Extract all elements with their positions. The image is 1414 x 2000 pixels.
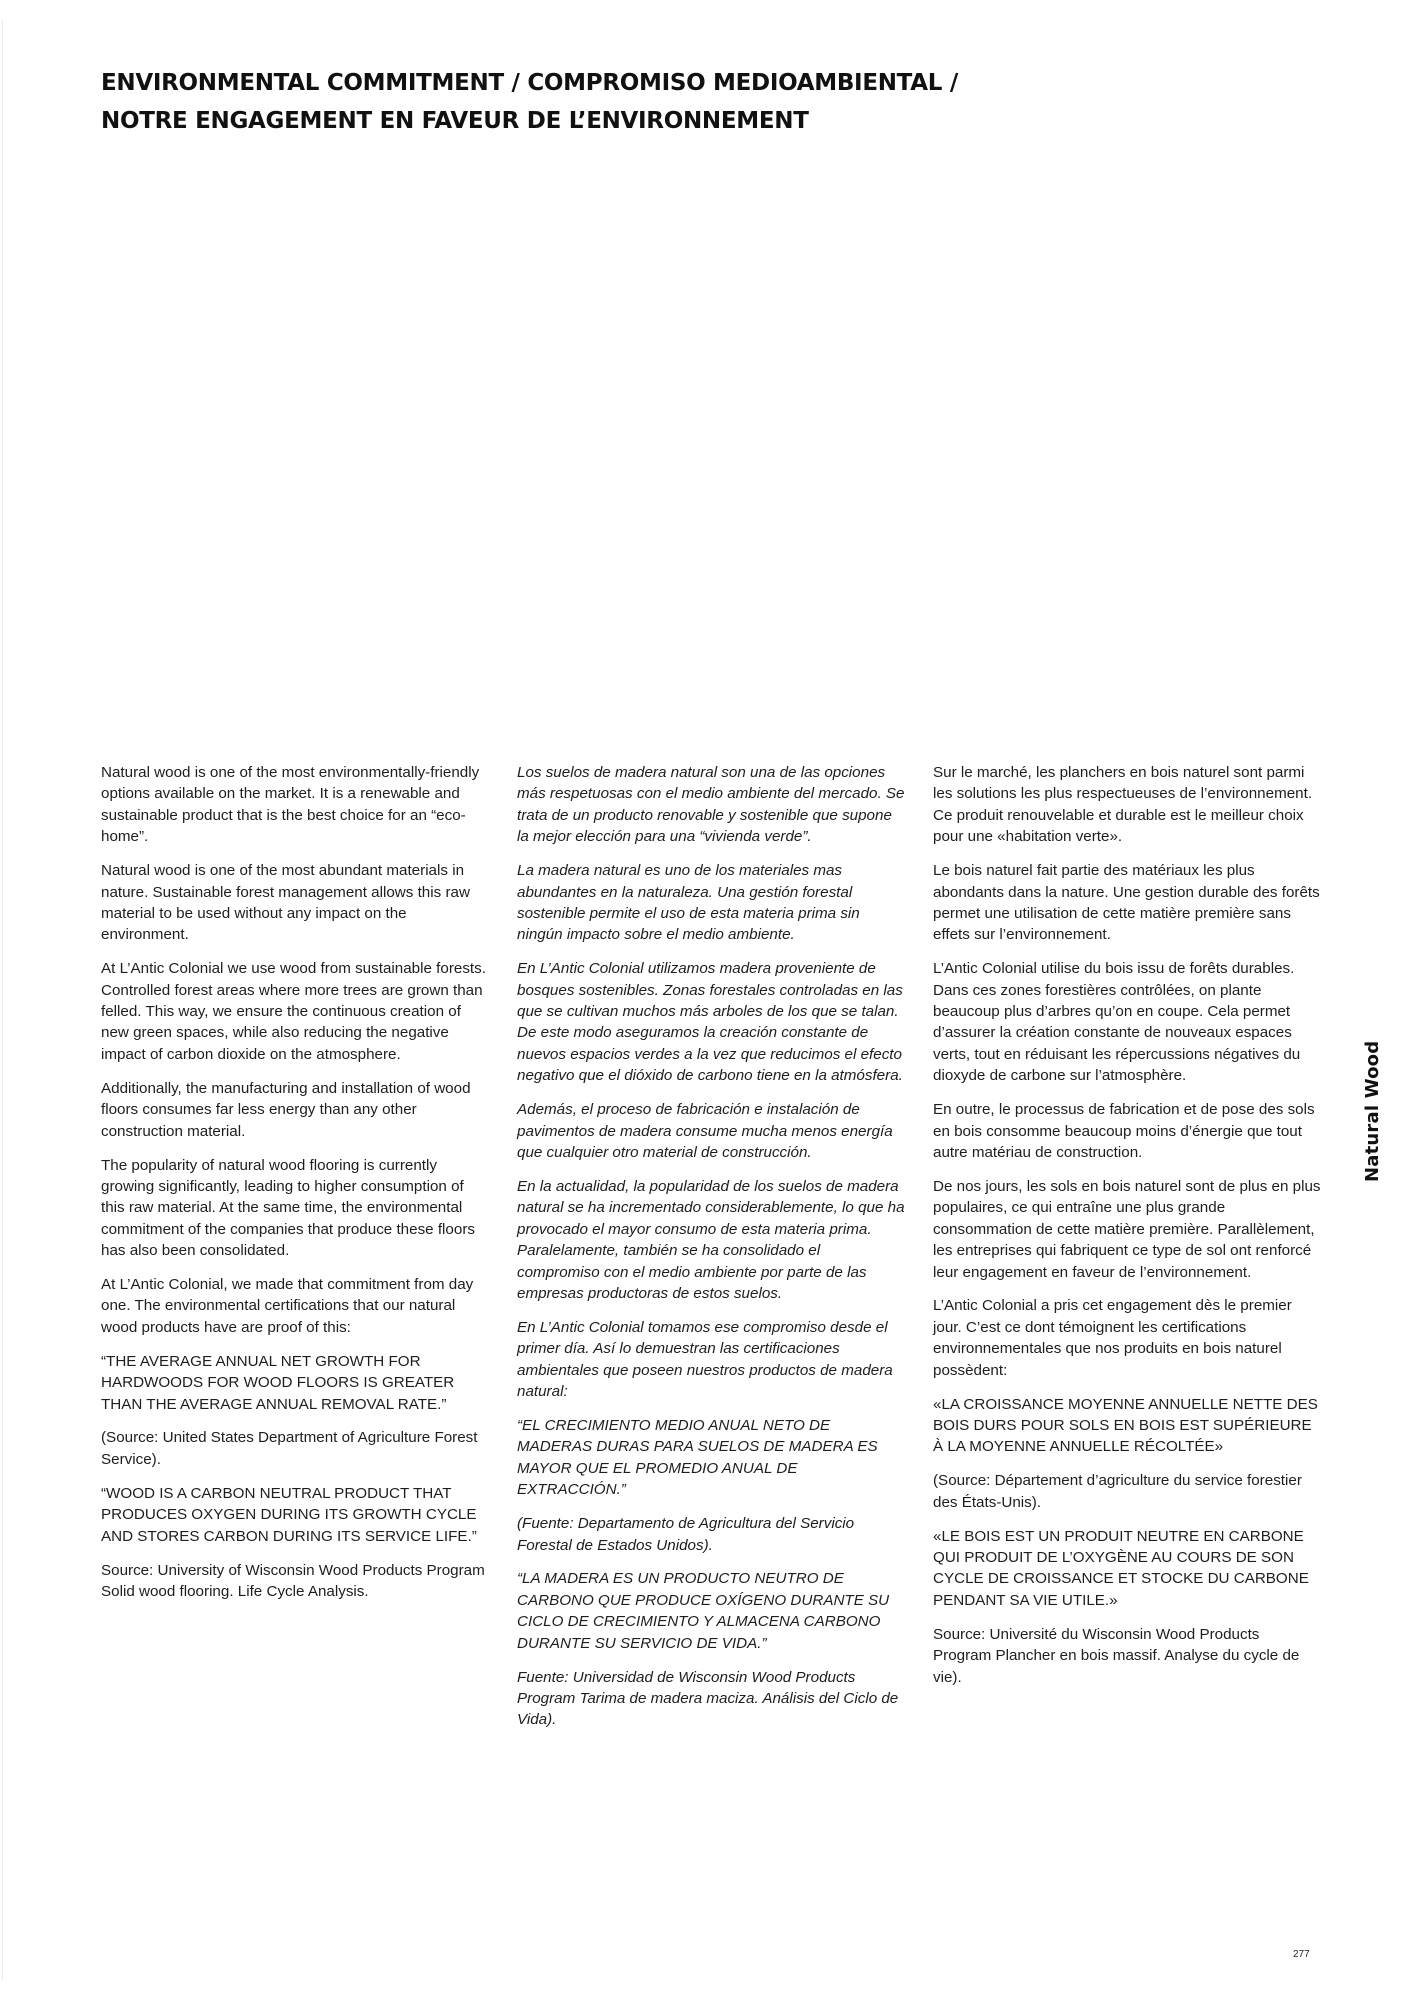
paragraph: Sur le marché, les planchers en bois naturel sont parmi les solutions les plus respectueuses de l’environnement. Ce produit renouvelable et durable est le meilleur choix pour une «habitation verte».: [933, 764, 1313, 846]
section-side-label: Natural Wood: [1362, 1040, 1383, 1182]
source-paragraph: (Fuente: Departamento de Agricultura del Servicio Forestal de Estados Unidos).: [517, 1515, 855, 1554]
paragraph: Los suelos de madera natural son una de las opciones más respetuosas con el medio ambiente del mercado. Se trata de un producto renovable y sostenible que supone la mejor elección para una “vivienda verde”.: [517, 764, 905, 846]
english-column: [101, 762, 489, 1615]
page-title: [101, 64, 1101, 140]
paragraph: En L’Antic Colonial tomamos ese compromiso desde el primer día. Así lo demuestran las certificaciones ambientales que poseen nuestros productos de madera natural:: [517, 1318, 893, 1401]
paragraph: At L’Antic Colonial we use wood from sustainable forests. Controlled forest areas where more trees are grown than felled. This way, we ensure the continuous creation of new green spaces, while also reducing the negative impact of carbon dioxide on the atmosphere.: [101, 960, 486, 1063]
paragraph: Además, el proceso de fabricación e instalación de pavimentos de madera consume mucha menos energía que cualquier otro material de construcción.: [517, 1101, 893, 1161]
paragraph: Additionally, the manufacturing and installation of wood floors consumes far less energy than any other construction material.: [101, 1079, 471, 1140]
paragraph: En outre, le processus de fabrication et de pose des sols en bois consomme beaucoup moins d’énergie que tout autre matériau de construction.: [933, 1101, 1315, 1161]
paragraph: Natural wood is one of the most environmentally-friendly options available on the market. It is a renewable and sustainable product that is the best choice for an “eco-home”.: [101, 764, 480, 846]
paragraph: En L’Antic Colonial utilizamos madera proveniente de bosques sostenibles. Zonas forestales controladas en las que se cultivan muchos más arboles de los que se talan. De este modo aseguramos la creación constante de nuevos espacios verdes a la vez que reducimos el efecto negativo que el dióxido de carbono tiene en la atmósfera.: [517, 960, 903, 1085]
quote-paragraph: «LE BOIS EST UN PRODUIT NEUTRE EN CARBONE QUI PRODUIT DE L’OXYGÈNE AU COURS DE SON CYCLE DE CROISSANCE ET STOCKE DU CARBONE PENDANT SA VIE UTILE.»: [933, 1527, 1309, 1609]
page-number: 277: [1293, 1949, 1310, 1960]
paragraph: L’Antic Colonial utilise du bois issu de forêts durables. Dans ces zones forestières contrôlées, on plante beaucoup plus d’arbres qu’on en coupe. Cela permet d’assurer la création constante de nouveaux espaces verts, tout en réduisant les répercussions négatives du dioxyde de carbone sur l’atmosphère.: [933, 960, 1301, 1085]
quote-paragraph: “THE AVERAGE ANNUAL NET GROWTH FOR HARDWOODS FOR WOOD FLOORS IS GREATER THAN THE AVERAGE ANNUAL REMOVAL RATE.”: [101, 1352, 455, 1413]
french-column: [933, 762, 1321, 1700]
quote-paragraph: «LA CROISSANCE MOYENNE ANNUELLE NETTE DES BOIS DURS POUR SOLS EN BOIS EST SUPÉRIEURE À LA MOYENNE ANNUELLE RÉCOLTÉE»: [933, 1395, 1318, 1456]
paragraph: De nos jours, les sols en bois naturel sont de plus en plus populaires, ce qui entraîne une plus grande consommation de cette matière première. Parallèlement, les entreprises qui fabriquent ce type de sol ont renforcé leur engagement en faveur de l’environnement.: [933, 1177, 1321, 1281]
paragraph: Le bois naturel fait partie des matériaux les plus abondants dans la nature. Une gestion durable des forêts permet une utilisation de cette matière première sans effets sur l’environnement.: [933, 862, 1320, 944]
page-title-line-2: NOTRE ENGAGEMENT EN FAVEUR DE L’ENVIRONNEMENT: [101, 108, 809, 134]
page-edge-line: [2, 20, 3, 1980]
quote-paragraph: “EL CRECIMIENTO MEDIO ANUAL NETO DE MADERAS DURAS PARA SUELOS DE MADERA ES MAYOR QUE EL PROMEDIO ANUAL DE EXTRACCIÓN.”: [517, 1416, 878, 1499]
source-paragraph: (Source: United States Department of Agriculture Forest Service).: [101, 1429, 478, 1468]
paragraph: At L’Antic Colonial, we made that commitment from day one. The environmental certifications that our natural wood products have are proof of this:: [101, 1276, 474, 1336]
paragraph: L’Antic Colonial a pris cet engagement dès le premier jour. C’est ce dont témoignent les certifications environnementales que nos produits en bois naturel possèdent:: [933, 1297, 1292, 1379]
paragraph: La madera natural es uno de los materiales mas abundantes en la naturaleza. Una gestión forestal sostenible permite el uso de esta materia prima sin ningún impacto sobre el medio ambiente.: [517, 862, 860, 944]
paragraph: En la actualidad, la popularidad de los suelos de madera natural se ha incrementado considerablemente, lo que ha provocado el mayor consumo de esta materia prima. Paralelamente, también se ha consolidado el compromiso con el medio ambiente por parte de las empresas productoras de estos suelos.: [517, 1177, 905, 1302]
paragraph: Natural wood is one of the most abundant materials in nature. Sustainable forest management allows this raw material to be used without any impact on the environment.: [101, 862, 470, 944]
paragraph: The popularity of natural wood flooring is currently growing significantly, leading to higher consumption of this raw material. At the same time, the environmental commitment of the companies that produce these floors has also been consolidated.: [101, 1156, 475, 1260]
spanish-column: [517, 762, 905, 1743]
source-paragraph: Source: University of Wisconsin Wood Products Program Solid wood flooring. Life Cycle Analysis.: [101, 1561, 485, 1600]
source-paragraph: (Source: Département d’agriculture du service forestier des États-Unis).: [933, 1472, 1302, 1511]
source-paragraph: Fuente: Universidad de Wisconsin Wood Products Program Tarima de madera maciza. Análisis del Ciclo de Vida).: [517, 1668, 899, 1729]
page-title-line-1: ENVIRONMENTAL COMMITMENT / COMPROMISO MEDIOAMBIENTAL /: [101, 70, 958, 96]
source-paragraph: Source: Université du Wisconsin Wood Products Program Plancher en bois massif. Analyse du cycle de vie).: [933, 1625, 1300, 1686]
quote-paragraph: “WOOD IS A CARBON NEUTRAL PRODUCT THAT PRODUCES OXYGEN DURING ITS GROWTH CYCLE AND STORES CARBON DURING ITS SERVICE LIFE.”: [101, 1484, 477, 1545]
quote-paragraph: “LA MADERA ES UN PRODUCTO NEUTRO DE CARBONO QUE PRODUCE OXÍGENO DURANTE SU CICLO DE CRECIMIENTO Y ALMACENA CARBONO DURANTE SU SERVICIO DE VIDA.”: [517, 1570, 890, 1652]
